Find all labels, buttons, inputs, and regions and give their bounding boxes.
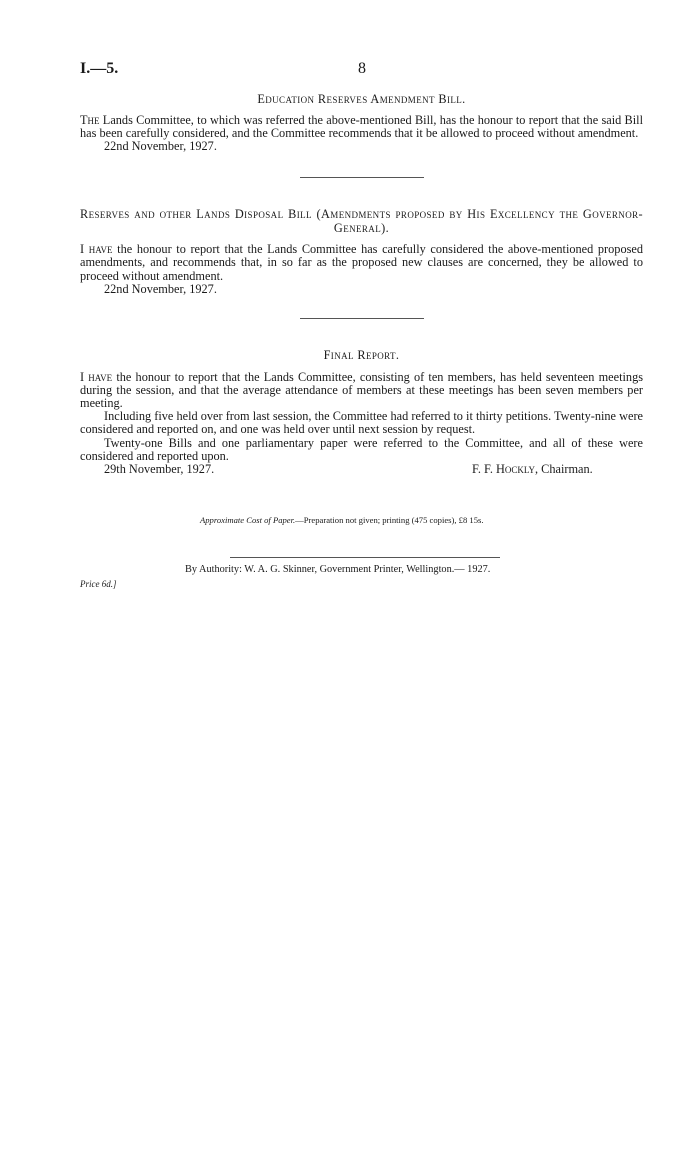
cost-text: —Preparation not given; printing (475 copies), £8 15s. xyxy=(295,515,484,525)
section-heading: Final Report. xyxy=(323,348,400,362)
lead-word: The xyxy=(80,112,100,127)
paragraph-text: Lands Committee, to which was referred the above-mentioned Bill, has the honour to report that the said Bill has been carefully considered, and the Committee recommends that it be allowed to proceed without amendment. xyxy=(80,112,643,140)
paragraph-text: the honour to report that the Lands Committee has carefully considered the above-mentioned proposed amendments, and recommends that, in so far as the proposed new clauses are concerned, they be allowed to proceed without amendment. xyxy=(80,242,643,283)
signatory-name: F. F. Hockly, xyxy=(472,462,539,477)
report-paragraph xyxy=(80,114,643,140)
footer-rule xyxy=(230,557,500,558)
signature xyxy=(472,463,593,476)
report-date: 22nd November, 1927. xyxy=(104,139,217,153)
section-divider xyxy=(300,177,424,178)
report-date: 22nd November, 1927. xyxy=(104,281,217,296)
cost-label: Approximate Cost of Paper. xyxy=(200,515,296,525)
section-heading: Education Reserves Amendment Bill. xyxy=(257,92,466,106)
final-report-section xyxy=(80,349,643,477)
report-paragraph xyxy=(80,243,643,283)
report-paragraph: Including five held over from last session, the Committee had referred to it thirty petitions. Twenty-nine were considered and reported on, and one was held over until next session by request. xyxy=(80,409,643,437)
education-bill-section xyxy=(80,93,643,153)
section-heading: Reserves and other Lands Disposal Bill (Amendments proposed by His Excellency the Governor-General). xyxy=(80,207,643,235)
page-number: 8 xyxy=(358,60,366,77)
reserves-bill-section xyxy=(80,208,643,296)
report-paragraph: Twenty-one Bills and one parliamentary paper were referred to the Committee, and all of these were considered and reported upon. xyxy=(80,435,643,463)
lead-word: I have xyxy=(80,242,113,257)
printer-imprint: By Authority: W. A. G. Skinner, Government Printer, Wellington.— 1927. xyxy=(185,564,491,575)
price-note: Price 6d.] xyxy=(80,579,117,589)
section-divider xyxy=(300,318,424,319)
paragraph-text: the honour to report that the Lands Committee, consisting of ten members, has held seventeen meetings during the session, and that the average attendance of members at these meetings has been seven members per meeting. xyxy=(80,369,643,410)
report-date: 29th November, 1927. xyxy=(104,462,215,477)
report-paragraph xyxy=(80,371,643,411)
cost-of-paper-note xyxy=(200,515,484,525)
signatory-role: Chairman. xyxy=(538,462,593,477)
lead-word: I have xyxy=(80,369,113,384)
paper-reference: I.—5. xyxy=(80,60,119,77)
signature-line xyxy=(80,463,643,477)
